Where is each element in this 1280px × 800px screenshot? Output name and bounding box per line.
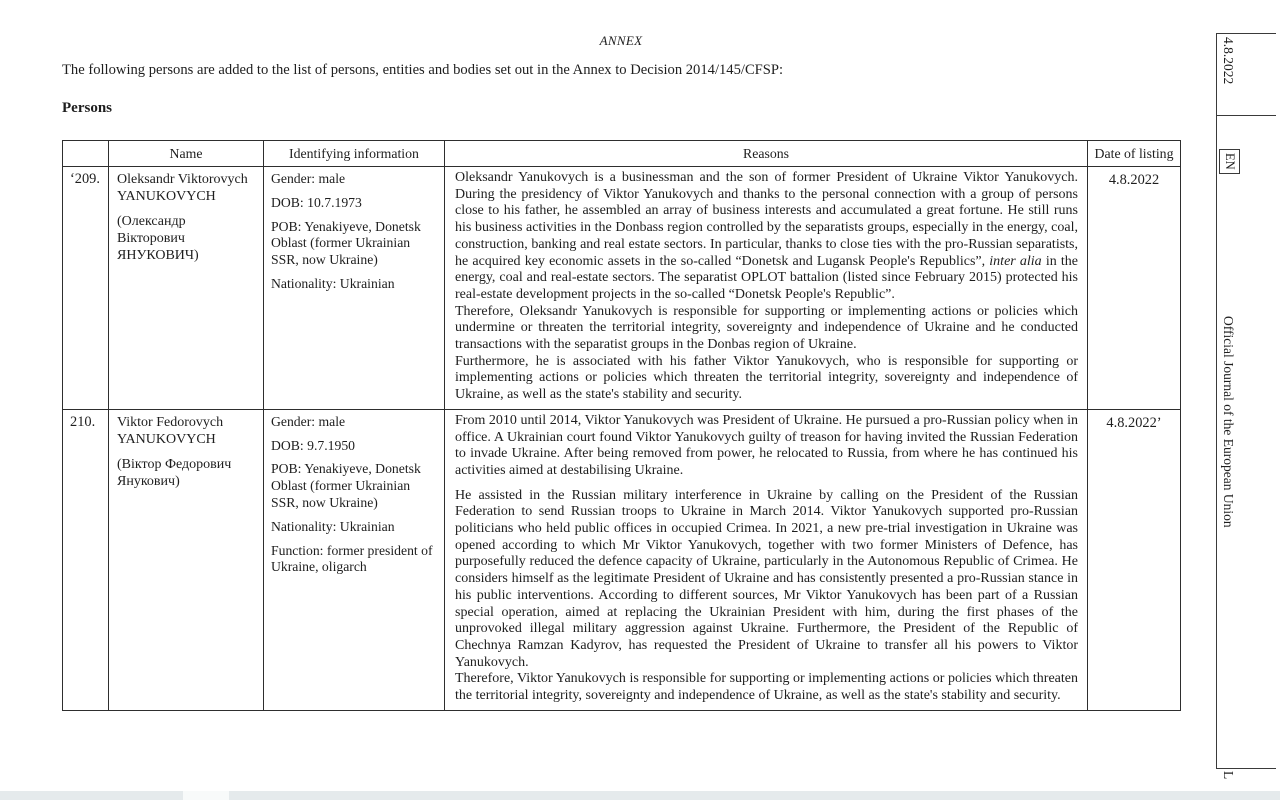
name-cyrillic: (Олександр Вікторович ЯНУКОВИЧ) (117, 214, 199, 263)
reasons-paragraph: He assisted in the Russian military interference in Ukraine by calling on the President of the Russian Federation to send Russian troops to Ukraine in March 2014. Viktor Yanukovych supported pro-Russian politicians who held public offices in occupied Crimea. In 2021, a new pre-trial investigation in Ukraine was opened according to which Mr Viktor Yanukovych, together with two former Ministers of Defence, has purposefully reduced the defence capacity of Ukraine, particularly in the Autonomous Republic of Crimea. He considers himself as the legitimate President of Ukraine and has consistently presented a pro-Russian stance in his public interventions. According to different sources, Mr Viktor Yanukovych has been part of a Russian special operation, aimed at replacing the Ukrainian President with him, during the first phases of the unprovoked illegal military aggression against Ukraine. Furthermore, the President of the Republic of Chechnya Ramzan Kadyrov, has requested the President of Ukraine to transfer all his powers to Viktor Yanukovych. (455, 487, 1078, 670)
ident-nationality: Nationality: Ukrainian (271, 518, 395, 534)
table-row-210 (63, 409, 1181, 710)
reasons-paragraph: Therefore, Viktor Yanukovych is responsible for supporting or implementing actions or policies which threaten the territorial integrity, sovereignty and independence of Ukraine, as well as the state's stability and security. (455, 671, 1078, 704)
margin-rule-under-date (1216, 115, 1276, 116)
reasons-text: in the energy, coal and real-estate sectors. The separatist OPLOT battalion (listed since February 2015) protected his real-estate development projects in the so-called “Donetsk People's Republic”. (455, 253, 1078, 302)
ident-nationality: Nationality: Ukrainian (271, 275, 395, 291)
entry-date-of-listing: 4.8.2022’ (1088, 409, 1181, 710)
entry-reasons (445, 167, 1088, 410)
reasons-paragraph (455, 170, 1078, 304)
ident-function: Function: former president of Ukraine, oligarch (271, 542, 433, 575)
entry-reasons (445, 409, 1088, 710)
margin-language-badge: EN (1219, 149, 1240, 174)
ident-dob: DOB: 9.7.1950 (271, 437, 356, 453)
col-header-date: Date of listing (1088, 141, 1181, 167)
margin-vertical-rule (1216, 33, 1217, 768)
entry-name (109, 409, 264, 710)
reasons-paragraph: Therefore, Oleksandr Yanukovych is responsible for supporting or implementing actions or policies which undermine or threaten the territorial integrity, sovereignty and independence of Ukraine and he conducted transactions with the separatist groups in the Donbas region of Ukraine. (455, 303, 1078, 353)
scrollbar-gap (183, 791, 229, 800)
ident-pob: POB: Yenakiyeve, Donetsk Oblast (former Ukrainian SSR, now Ukraine) (271, 218, 421, 268)
ident-pob: POB: Yenakiyeve, Donetsk Oblast (former Ukrainian SSR, now Ukraine) (271, 461, 421, 511)
margin-rule-bottom (1216, 768, 1276, 769)
name-latin: Viktor Fedorovych YANUKOVYCH (117, 414, 224, 447)
ident-dob: DOB: 10.7.1973 (271, 194, 362, 210)
col-header-name: Name (109, 141, 264, 167)
margin-date: 4.8.2022 (1221, 37, 1236, 85)
reasons-paragraph: From 2010 until 2014, Viktor Yanukovych was President of Ukraine. He pursued a pro-Russian policy when in office. A Ukrainian court found Viktor Yanukovych guilty of treason for having invited the Russian Federation to invade Ukraine. After being removed from power, he relocated to Russia, from where he has continued his activities aimed at destabilising Ukraine. (455, 412, 1078, 478)
persons-table (62, 140, 1181, 711)
table-header-row (63, 141, 1181, 167)
entry-number: ‘209. (63, 167, 109, 410)
margin-page-ref: L (1221, 771, 1236, 780)
col-header-number (63, 141, 109, 167)
section-heading-persons: Persons (62, 100, 112, 116)
ident-gender: Gender: male (271, 171, 346, 186)
margin-rule-top (1216, 33, 1276, 34)
entry-number: 210. (63, 409, 109, 710)
table-row-209 (63, 167, 1181, 410)
name-latin: Oleksandr Viktorovych YANUKOVYCH (117, 172, 248, 204)
entry-identifying-info (264, 167, 445, 410)
annex-title: ANNEX (599, 33, 643, 48)
reasons-text: Oleksandr Yanukovych is a businessman and the son of former President of Ukraine Viktor Yanukovych. During the presidency of Viktor Yanukovych and thanks to the personal connection with a group of persons close to his father, he assembled an array of business interests and accumulated a great fortune. He still runs his business activities in the Donbass region controlled by the separatists groups, especially in the energy, coal, construction, banking and real estate sectors. In particular, thanks to close ties with the pro-Russian separatists, he acquired key economic assets in the so-called “Donetsk and Lugansk People's Republics”, (455, 170, 1078, 269)
horizontal-scrollbar[interactable] (0, 791, 1280, 800)
reasons-paragraph: Furthermore, he is associated with his father Viktor Yanukovych, who is responsible for supporting or implementing actions or policies which threaten the territorial integrity, sovereignty and independence of Ukraine, as well as the state's stability and security. (455, 353, 1078, 403)
name-cyrillic: (Віктор Федорович Янукович) (117, 456, 232, 489)
col-header-identifying: Identifying information (264, 141, 445, 167)
entry-identifying-info (264, 409, 445, 710)
entry-date-of-listing: 4.8.2022 (1088, 167, 1181, 410)
entry-name (109, 167, 264, 410)
col-header-reasons: Reasons (445, 141, 1088, 167)
intro-paragraph: The following persons are added to the list of persons, entities and bodies set out in the Annex to Decision 2014/145/CFSP: (62, 62, 784, 78)
ident-gender: Gender: male (271, 413, 346, 429)
reasons-text-italic: inter alia (989, 253, 1042, 269)
margin-journal-title: Official Journal of the European Union (1221, 316, 1236, 528)
